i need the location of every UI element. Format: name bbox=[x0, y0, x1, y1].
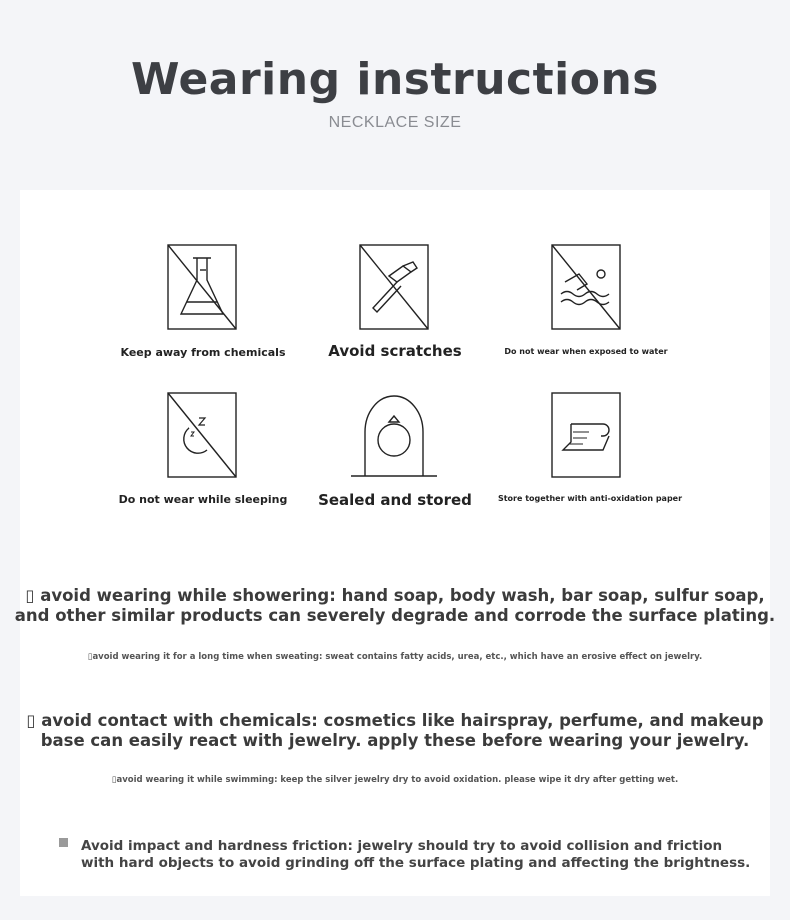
instruction-label-sealed: Sealed and stored bbox=[318, 491, 472, 509]
instruction-label-water: Do not wear when exposed to water bbox=[504, 347, 668, 356]
sealed-bag-icon bbox=[351, 392, 437, 478]
note-chemicals-line2: base can easily react with jewelry. apply these before wearing your jewelry. bbox=[40, 731, 750, 750]
instruction-label-chemicals: Keep away from chemicals bbox=[120, 346, 286, 359]
no-sleep-icon bbox=[167, 392, 237, 478]
bullet-square-icon bbox=[59, 838, 68, 847]
no-chemicals-icon bbox=[167, 244, 237, 330]
note-impact-line2: with hard objects to avoid grinding off the surface plating and affecting the brightness. bbox=[81, 855, 751, 871]
note-shower-line1: ▯ avoid wearing while showering: hand soap, body wash, bar soap, sulfur soap, bbox=[25, 586, 765, 605]
instruction-label-scratches: Avoid scratches bbox=[328, 342, 462, 360]
anti-oxidation-paper-icon bbox=[551, 392, 621, 478]
no-water-icon bbox=[551, 244, 621, 330]
note-chemicals-line1: ▯ avoid contact with chemicals: cosmetics like hairspray, perfume, and makeup bbox=[26, 711, 764, 730]
note-swimming: ▯avoid wearing it while swimming: keep the silver jewelry dry to avoid oxidation. please wipe it dry after getting wet. bbox=[111, 775, 679, 785]
note-shower-line2: and other similar products can severely degrade and corrode the surface plating. bbox=[14, 606, 776, 625]
instruction-label-sleeping: Do not wear while sleeping bbox=[118, 493, 288, 506]
note-impact-line1: Avoid impact and hardness friction: jewelry should try to avoid collision and friction bbox=[81, 838, 723, 854]
instruction-label-anti-oxidation: Store together with anti-oxidation paper bbox=[497, 494, 683, 503]
no-scratch-icon bbox=[359, 244, 429, 330]
page-title: Wearing instructions bbox=[130, 54, 659, 105]
note-impact bbox=[81, 838, 761, 872]
page-subtitle: NECKLACE SIZE bbox=[328, 114, 462, 131]
note-sweat: ▯avoid wearing it for a long time when sweating: sweat contains fatty acids, urea, etc., which have an erosive effect on jewelry. bbox=[87, 652, 703, 662]
